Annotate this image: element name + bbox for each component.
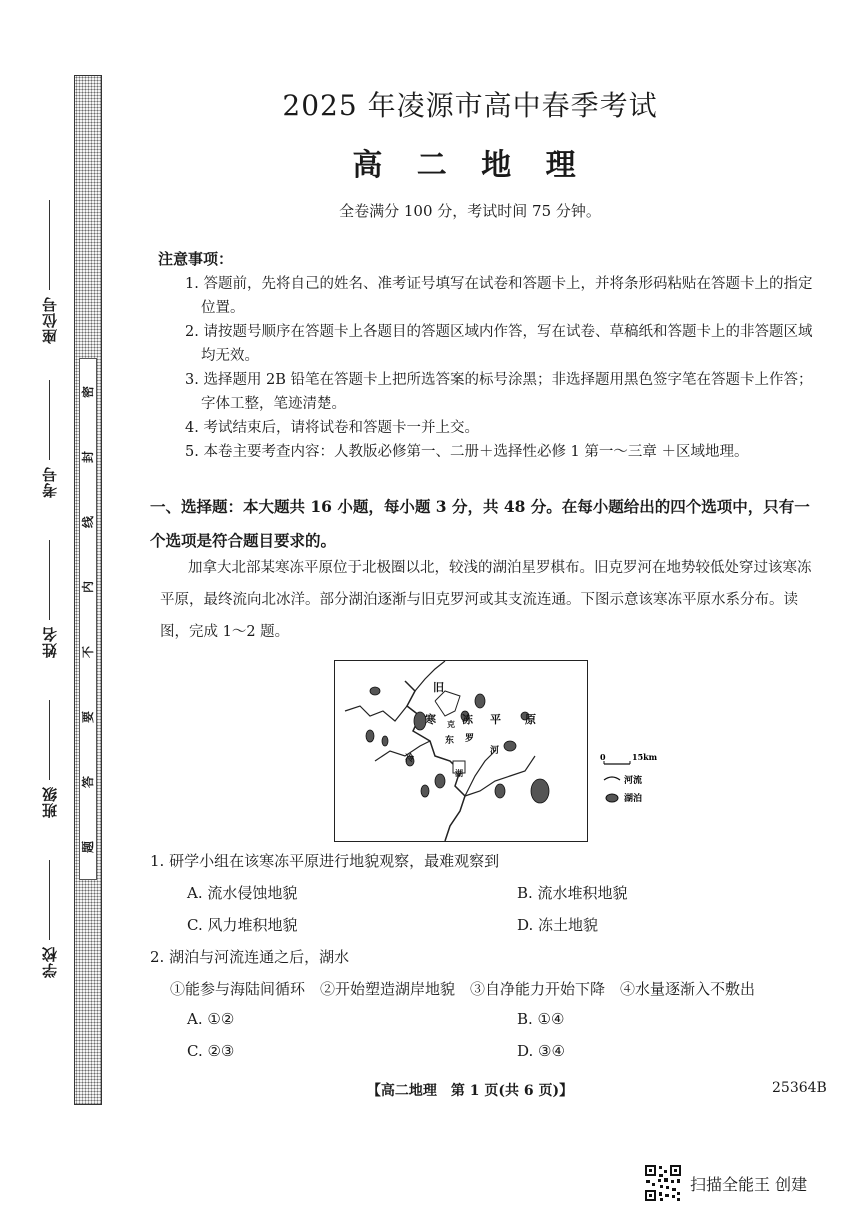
- section-heading: 一、选择题：本大题共 16 小题，每小题 3 分，共 48 分。在每小题给出的四个选项中，只有一个选项是符合题目要求的。: [150, 497, 810, 550]
- note-item: 3. 选择题用 2B 铅笔在答题卡上把所选答案的标号涂黑；非选择题用黑色签字笔在答题卡上作答；字体工整，笔迹清楚。: [185, 372, 813, 412]
- map-label: 冻: [462, 713, 473, 726]
- school-field[interactable]: [38, 860, 60, 978]
- map-label: 东: [445, 736, 455, 746]
- map-label: 旧: [433, 681, 444, 694]
- exam-number-field[interactable]: [38, 380, 60, 498]
- question-2-statements: ①能参与海陆间循环 ②开始塑造湖岸地貌 ③自净能力开始下降 ④水量逐渐入不敷出: [170, 980, 756, 998]
- river-map: [334, 660, 588, 842]
- map-label: 罗: [465, 734, 475, 744]
- map-label: 克: [447, 719, 455, 729]
- seal-char: 线: [80, 515, 95, 528]
- name-line: [49, 540, 50, 620]
- class-field[interactable]: [38, 700, 60, 818]
- note-item: 2. 请按题号顺序在答题卡上各题目的答题区域内作答，写在试卷、草稿纸和答题卡上的非答题区域均无效。: [185, 324, 813, 364]
- name-label: 姓名: [40, 626, 59, 658]
- note-item: 4. 考试结束后，请将试卷和答题卡一并上交。: [185, 420, 479, 436]
- q1-option-b[interactable]: B. 流水堆积地貌: [517, 884, 628, 902]
- q1-option-a[interactable]: A. 流水侵蚀地貌: [187, 884, 298, 902]
- scanner-watermark: [644, 1164, 807, 1202]
- question-1-stem: 1. 研学小组在该寒冻平原进行地貌观察，最难观察到: [150, 852, 500, 870]
- seal-char: 题: [80, 840, 95, 853]
- map-label: 冷: [405, 754, 415, 764]
- seal-char: 密: [80, 385, 95, 398]
- class-label: 班级: [40, 786, 59, 818]
- q2-option-c[interactable]: C. ②③: [187, 1042, 235, 1060]
- q2-option-a[interactable]: A. ①②: [187, 1010, 235, 1028]
- map-graphic: [335, 661, 587, 841]
- seal-char: 要: [80, 710, 95, 723]
- map-label: 原: [525, 713, 536, 726]
- q1-option-d[interactable]: D. 冻土地貌: [517, 916, 599, 934]
- school-label: 学校: [40, 946, 59, 978]
- seat-label: 座位号: [40, 296, 59, 344]
- score-info: 全卷满分 100 分，考试时间 75 分钟。: [339, 202, 601, 220]
- exam-title: 2025 年凌源市高中春季考试: [282, 89, 658, 122]
- school-line: [49, 860, 50, 940]
- seal-char: 内: [80, 580, 95, 593]
- seal-char: 不: [80, 645, 95, 658]
- q2-option-b[interactable]: B. ①④: [517, 1010, 565, 1028]
- qr-code-icon: [644, 1164, 682, 1202]
- q2-option-d[interactable]: D. ③④: [517, 1042, 565, 1060]
- seat-line: [49, 200, 50, 290]
- map-label: 寒: [425, 713, 436, 726]
- seal-box: [79, 358, 97, 880]
- map-label: 河: [490, 746, 500, 756]
- page-footer: 【高二地理 第 1 页(共 6 页)】: [366, 1083, 574, 1099]
- seat-field[interactable]: [38, 200, 60, 344]
- question-2-stem: 2. 湖泊与河流连通之后，湖水: [150, 948, 350, 966]
- scale-zero: 0: [600, 752, 606, 762]
- map-label: 平: [490, 713, 501, 726]
- seal-char: 封: [80, 450, 95, 463]
- seal-char: 答: [80, 775, 95, 788]
- binding-strip: [74, 75, 102, 1105]
- paper-code: 25364B: [772, 1080, 827, 1096]
- exam-number-label: 考号: [40, 466, 59, 498]
- exam-number-line: [49, 380, 50, 460]
- legend-graphic: [600, 752, 680, 812]
- seal-text: [80, 359, 96, 879]
- legend-lake-label: 湖泊: [624, 794, 643, 804]
- notes-title: 注意事项：: [158, 250, 234, 268]
- map-legend: [600, 752, 680, 812]
- subject-title: 高 二 地 理: [352, 148, 588, 183]
- name-field[interactable]: [38, 540, 60, 658]
- class-line: [49, 700, 50, 780]
- scale-value: 15km: [632, 752, 658, 762]
- watermark-text: 扫描全能王 创建: [690, 1174, 808, 1194]
- passage: 加拿大北部某寒冻平原位于北极圈以北，较浅的湖泊星罗棋布。旧克罗河在地势较低处穿过该寒冻平原，最终流向北冰洋。部分湖泊逐渐与旧克罗河或其支流连通。下图示意该寒冻平原水系分布。读图，完成 1～2 题。: [160, 560, 812, 640]
- note-item: 5. 本卷主要考查内容：人教版必修第一、二册＋选择性必修 1 第一～三章 ＋区域地理。: [185, 444, 749, 460]
- notes-list: [185, 272, 825, 464]
- note-item: 1. 答题前，先将自己的姓名、准考证号填写在试卷和答题卡上，并将条形码粘贴在答题卡上的指定位置。: [185, 276, 813, 316]
- legend-river-label: 河流: [624, 776, 643, 786]
- map-label: 湖: [455, 768, 463, 778]
- q1-option-c[interactable]: C. 风力堆积地貌: [187, 916, 298, 934]
